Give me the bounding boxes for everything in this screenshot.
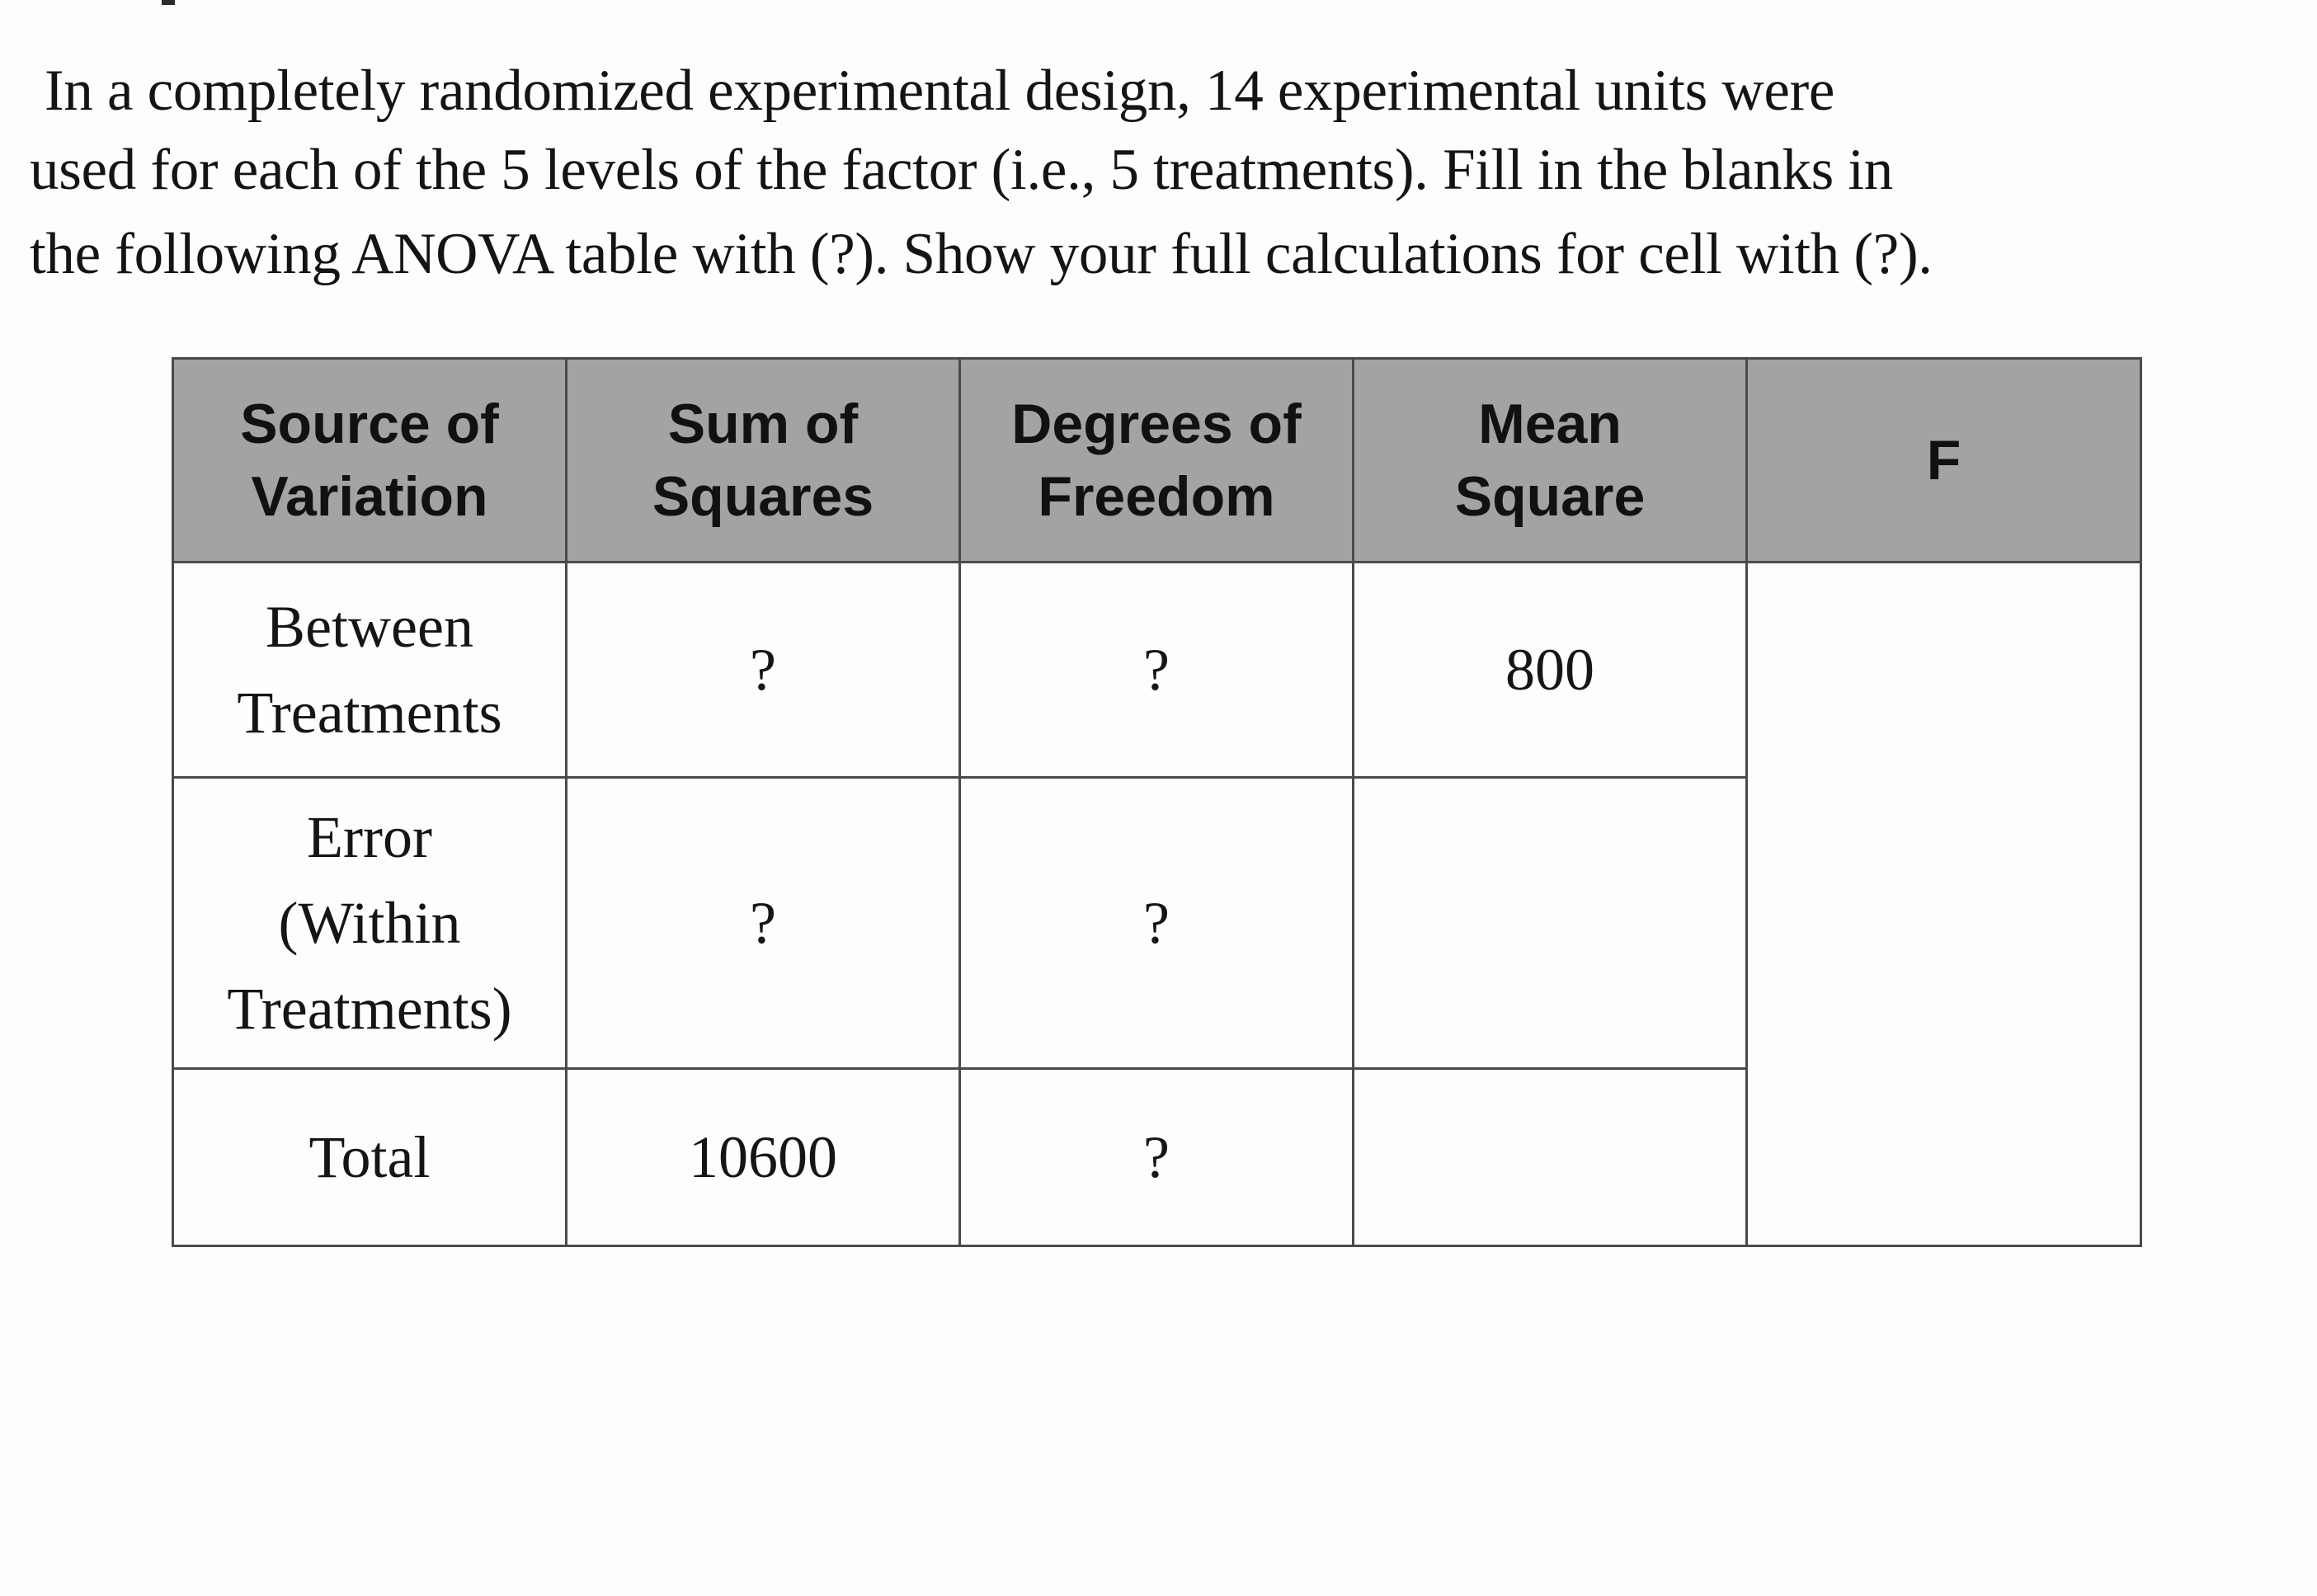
cell-source-total: Total	[173, 1069, 567, 1246]
header-f: F	[1747, 359, 2141, 563]
cell-df-total: ?	[960, 1069, 1354, 1246]
header-ss-line-1: Sum of	[667, 393, 859, 455]
cell-ms-error	[1354, 778, 1747, 1069]
cell-ms-total	[1354, 1069, 1747, 1246]
cell-f-value	[1747, 563, 2141, 1246]
top-edge-mark	[162, 0, 175, 5]
header-ss-line-2: Squares	[652, 465, 874, 528]
question-line-3: the following ANOVA table with (?). Show your full calculations for cell with (?).	[30, 222, 1933, 286]
header-df-line-2: Freedom	[1038, 465, 1275, 528]
question-line-2: used for each of the 5 levels of the factor (i.e., 5 treatments). Fill in the blanks in	[30, 138, 1894, 202]
anova-table	[172, 357, 2142, 1247]
cell-source-error	[173, 778, 567, 1069]
header-source-line-1: Source of	[240, 393, 499, 455]
error-label-line-2: (Within	[278, 890, 461, 956]
header-source-of-variation	[173, 359, 567, 563]
cell-ss-error: ?	[567, 778, 960, 1069]
table-row-between-treatments	[173, 563, 2141, 778]
header-source-line-2: Variation	[251, 465, 488, 528]
between-label-line-1: Between	[266, 594, 473, 660]
header-mean-square	[1354, 359, 1747, 563]
header-degrees-of-freedom	[960, 359, 1354, 563]
question-line-1: In a completely randomized experimental design, 14 experimental units were	[45, 59, 1835, 123]
cell-ms-between: 800	[1354, 563, 1747, 778]
cell-source-between	[173, 563, 567, 778]
header-df-line-1: Degrees of	[1011, 393, 1302, 455]
error-label-line-1: Error	[307, 804, 432, 870]
header-ms-line-2: Square	[1454, 465, 1646, 528]
header-sum-of-squares	[567, 359, 960, 563]
cell-ss-total: 10600	[567, 1069, 960, 1246]
cell-ss-between: ?	[567, 563, 960, 778]
question-text	[30, 51, 2141, 294]
header-row	[173, 359, 2141, 563]
cell-df-between: ?	[960, 563, 1354, 778]
between-label-line-2: Treatments	[237, 680, 502, 746]
cell-df-error: ?	[960, 778, 1354, 1069]
error-label-line-3: Treatments)	[227, 976, 512, 1042]
header-ms-line-1: Mean	[1478, 393, 1622, 455]
